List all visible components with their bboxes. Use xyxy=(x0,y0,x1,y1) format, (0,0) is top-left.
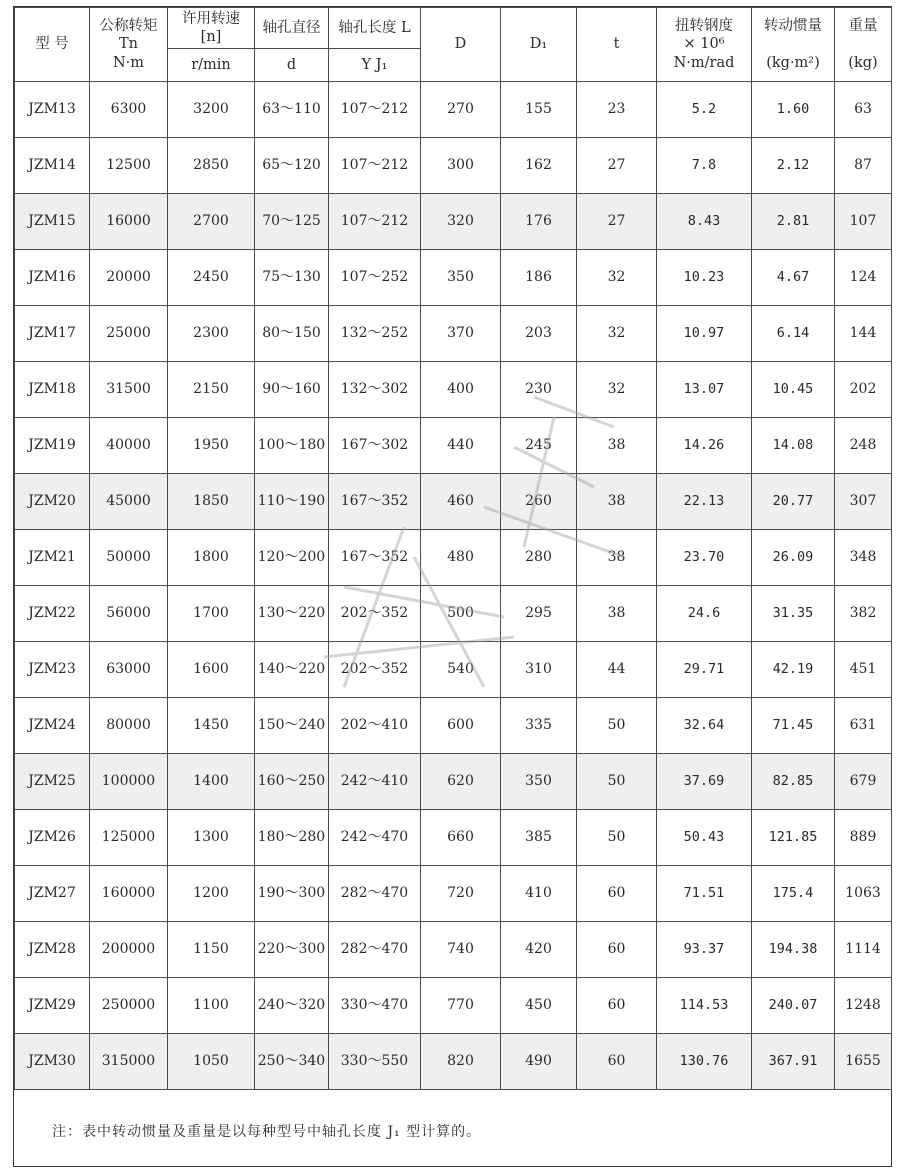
table-row xyxy=(15,978,892,1034)
cell-inertia: 194.38 xyxy=(752,922,835,978)
cell-model: JZM28 xyxy=(15,922,90,978)
cell-weight: 248 xyxy=(835,418,892,474)
cell-bore-d: 220～300 xyxy=(255,922,329,978)
cell-speed: 2850 xyxy=(168,138,255,194)
cell-weight: 307 xyxy=(835,474,892,530)
cell-D1: 385 xyxy=(501,810,577,866)
cell-bore-len: 132～252 xyxy=(329,306,421,362)
cell-torque: 6300 xyxy=(90,82,168,138)
cell-D: 500 xyxy=(421,586,501,642)
cell-bore-len: 167～352 xyxy=(329,530,421,586)
cell-weight: 1063 xyxy=(835,866,892,922)
header-speed-unit: r/min xyxy=(168,49,255,82)
cell-inertia: 82.85 xyxy=(752,754,835,810)
cell-t: 50 xyxy=(577,698,657,754)
header-moment-of-inertia: 转动惯量 (kg·m²) xyxy=(752,8,835,82)
cell-inertia: 175.4 xyxy=(752,866,835,922)
cell-bore-len: 107～212 xyxy=(329,82,421,138)
cell-model: JZM18 xyxy=(15,362,90,418)
cell-torque: 16000 xyxy=(90,194,168,250)
cell-torque: 25000 xyxy=(90,306,168,362)
cell-speed: 1400 xyxy=(168,754,255,810)
cell-t: 50 xyxy=(577,810,657,866)
cell-speed: 1050 xyxy=(168,1034,255,1090)
header-bore-diameter: 轴孔直径 xyxy=(255,8,329,49)
cell-D: 820 xyxy=(421,1034,501,1090)
cell-stiffness: 10.97 xyxy=(657,306,752,362)
cell-inertia: 2.81 xyxy=(752,194,835,250)
cell-t: 38 xyxy=(577,474,657,530)
cell-bore-d: 75～130 xyxy=(255,250,329,306)
cell-D: 740 xyxy=(421,922,501,978)
cell-bore-d: 250～340 xyxy=(255,1034,329,1090)
cell-D1: 260 xyxy=(501,474,577,530)
cell-bore-d: 70～125 xyxy=(255,194,329,250)
cell-torque: 250000 xyxy=(90,978,168,1034)
cell-inertia: 14.08 xyxy=(752,418,835,474)
cell-inertia: 42.19 xyxy=(752,642,835,698)
cell-D1: 155 xyxy=(501,82,577,138)
cell-weight: 679 xyxy=(835,754,892,810)
cell-model: JZM25 xyxy=(15,754,90,810)
table-row xyxy=(15,642,892,698)
cell-model: JZM22 xyxy=(15,586,90,642)
cell-stiffness: 50.43 xyxy=(657,810,752,866)
cell-inertia: 121.85 xyxy=(752,810,835,866)
cell-stiffness: 22.13 xyxy=(657,474,752,530)
cell-torque: 31500 xyxy=(90,362,168,418)
table-row xyxy=(15,250,892,306)
cell-torque: 80000 xyxy=(90,698,168,754)
cell-bore-d: 100～180 xyxy=(255,418,329,474)
cell-stiffness: 37.69 xyxy=(657,754,752,810)
header-bore-diameter-symbol: d xyxy=(255,49,329,82)
cell-bore-d: 190～300 xyxy=(255,866,329,922)
cell-bore-d: 160～250 xyxy=(255,754,329,810)
cell-D: 460 xyxy=(421,474,501,530)
cell-D1: 420 xyxy=(501,922,577,978)
cell-bore-len: 282～470 xyxy=(329,866,421,922)
cell-t: 32 xyxy=(577,362,657,418)
cell-t: 27 xyxy=(577,194,657,250)
cell-bore-d: 90～160 xyxy=(255,362,329,418)
cell-speed: 2300 xyxy=(168,306,255,362)
cell-inertia: 26.09 xyxy=(752,530,835,586)
table-row xyxy=(15,362,892,418)
cell-bore-len: 242～470 xyxy=(329,810,421,866)
cell-speed: 1100 xyxy=(168,978,255,1034)
cell-bore-d: 140～220 xyxy=(255,642,329,698)
cell-t: 32 xyxy=(577,250,657,306)
cell-t: 60 xyxy=(577,866,657,922)
cell-speed: 1700 xyxy=(168,586,255,642)
table-row xyxy=(15,810,892,866)
cell-bore-len: 282～470 xyxy=(329,922,421,978)
cell-torque: 100000 xyxy=(90,754,168,810)
cell-model: JZM19 xyxy=(15,418,90,474)
cell-torque: 125000 xyxy=(90,810,168,866)
cell-bore-d: 180～280 xyxy=(255,810,329,866)
cell-D: 370 xyxy=(421,306,501,362)
cell-D1: 410 xyxy=(501,866,577,922)
table-row xyxy=(15,530,892,586)
table-row xyxy=(15,418,892,474)
cell-speed: 1800 xyxy=(168,530,255,586)
table-row xyxy=(15,922,892,978)
cell-D: 770 xyxy=(421,978,501,1034)
cell-torque: 20000 xyxy=(90,250,168,306)
cell-weight: 1114 xyxy=(835,922,892,978)
cell-speed: 2700 xyxy=(168,194,255,250)
cell-bore-len: 242～410 xyxy=(329,754,421,810)
cell-inertia: 2.12 xyxy=(752,138,835,194)
cell-D: 270 xyxy=(421,82,501,138)
cell-D1: 295 xyxy=(501,586,577,642)
cell-D: 620 xyxy=(421,754,501,810)
cell-bore-len: 107～212 xyxy=(329,194,421,250)
cell-bore-len: 107～252 xyxy=(329,250,421,306)
cell-inertia: 10.45 xyxy=(752,362,835,418)
cell-model: JZM29 xyxy=(15,978,90,1034)
cell-inertia: 1.60 xyxy=(752,82,835,138)
cell-bore-d: 240～320 xyxy=(255,978,329,1034)
cell-inertia: 71.45 xyxy=(752,698,835,754)
cell-stiffness: 24.6 xyxy=(657,586,752,642)
header-t: t xyxy=(577,8,657,82)
table-row xyxy=(15,82,892,138)
cell-bore-len: 330～470 xyxy=(329,978,421,1034)
header-model: 型 号 xyxy=(15,8,90,82)
cell-D1: 350 xyxy=(501,754,577,810)
cell-t: 38 xyxy=(577,418,657,474)
cell-weight: 87 xyxy=(835,138,892,194)
cell-stiffness: 7.8 xyxy=(657,138,752,194)
cell-model: JZM13 xyxy=(15,82,90,138)
cell-stiffness: 93.37 xyxy=(657,922,752,978)
cell-D1: 186 xyxy=(501,250,577,306)
cell-speed: 1200 xyxy=(168,866,255,922)
cell-t: 32 xyxy=(577,306,657,362)
cell-bore-len: 330～550 xyxy=(329,1034,421,1090)
cell-t: 60 xyxy=(577,1034,657,1090)
cell-speed: 3200 xyxy=(168,82,255,138)
cell-weight: 382 xyxy=(835,586,892,642)
cell-bore-len: 202～352 xyxy=(329,586,421,642)
cell-D1: 162 xyxy=(501,138,577,194)
spec-sheet xyxy=(13,6,892,1167)
cell-inertia: 367.91 xyxy=(752,1034,835,1090)
cell-weight: 631 xyxy=(835,698,892,754)
header-bore-length: 轴孔长度 L xyxy=(329,8,421,49)
cell-speed: 2150 xyxy=(168,362,255,418)
cell-weight: 1655 xyxy=(835,1034,892,1090)
cell-speed: 1450 xyxy=(168,698,255,754)
cell-bore-len: 132～302 xyxy=(329,362,421,418)
table-row xyxy=(15,586,892,642)
cell-t: 38 xyxy=(577,530,657,586)
table-row xyxy=(15,306,892,362)
cell-stiffness: 130.76 xyxy=(657,1034,752,1090)
table-row xyxy=(15,474,892,530)
cell-D: 320 xyxy=(421,194,501,250)
cell-D: 720 xyxy=(421,866,501,922)
cell-model: JZM30 xyxy=(15,1034,90,1090)
cell-weight: 202 xyxy=(835,362,892,418)
table-row xyxy=(15,194,892,250)
cell-stiffness: 23.70 xyxy=(657,530,752,586)
cell-D: 540 xyxy=(421,642,501,698)
cell-bore-d: 63～110 xyxy=(255,82,329,138)
cell-speed: 1850 xyxy=(168,474,255,530)
table-body xyxy=(15,82,892,1090)
cell-D: 440 xyxy=(421,418,501,474)
header-weight: 重量 (kg) xyxy=(835,8,892,82)
cell-torque: 40000 xyxy=(90,418,168,474)
cell-D: 350 xyxy=(421,250,501,306)
cell-model: JZM16 xyxy=(15,250,90,306)
header-torque: 公称转矩 Tn N·m xyxy=(90,8,168,82)
cell-bore-len: 202～410 xyxy=(329,698,421,754)
cell-torque: 200000 xyxy=(90,922,168,978)
cell-weight: 889 xyxy=(835,810,892,866)
header-bore-length-types: Y J₁ xyxy=(329,49,421,82)
cell-model: JZM26 xyxy=(15,810,90,866)
cell-D1: 176 xyxy=(501,194,577,250)
cell-stiffness: 8.43 xyxy=(657,194,752,250)
cell-weight: 348 xyxy=(835,530,892,586)
cell-model: JZM21 xyxy=(15,530,90,586)
table-row xyxy=(15,698,892,754)
cell-model: JZM24 xyxy=(15,698,90,754)
cell-speed: 1300 xyxy=(168,810,255,866)
cell-stiffness: 29.71 xyxy=(657,642,752,698)
cell-weight: 63 xyxy=(835,82,892,138)
header-torsional-stiffness: 扭转钢度 × 10⁶ N·m/rad xyxy=(657,8,752,82)
cell-inertia: 31.35 xyxy=(752,586,835,642)
cell-inertia: 6.14 xyxy=(752,306,835,362)
cell-D1: 490 xyxy=(501,1034,577,1090)
cell-speed: 1600 xyxy=(168,642,255,698)
cell-weight: 124 xyxy=(835,250,892,306)
note-text: 注：表中转动惯量及重量是以每种型号中轴孔长度 J₁ 型计算的。 xyxy=(52,1124,482,1140)
table-note xyxy=(14,1097,891,1166)
cell-torque: 63000 xyxy=(90,642,168,698)
cell-weight: 144 xyxy=(835,306,892,362)
cell-bore-len: 202～352 xyxy=(329,642,421,698)
cell-t: 27 xyxy=(577,138,657,194)
cell-t: 38 xyxy=(577,586,657,642)
cell-D1: 335 xyxy=(501,698,577,754)
cell-D1: 280 xyxy=(501,530,577,586)
cell-t: 50 xyxy=(577,754,657,810)
cell-torque: 45000 xyxy=(90,474,168,530)
header-D: D xyxy=(421,8,501,82)
cell-inertia: 240.07 xyxy=(752,978,835,1034)
cell-inertia: 20.77 xyxy=(752,474,835,530)
cell-t: 60 xyxy=(577,978,657,1034)
cell-torque: 160000 xyxy=(90,866,168,922)
cell-stiffness: 71.51 xyxy=(657,866,752,922)
header-D1: D₁ xyxy=(501,8,577,82)
cell-torque: 12500 xyxy=(90,138,168,194)
table-row xyxy=(15,754,892,810)
cell-t: 23 xyxy=(577,82,657,138)
table-row xyxy=(15,138,892,194)
cell-stiffness: 13.07 xyxy=(657,362,752,418)
cell-bore-d: 120～200 xyxy=(255,530,329,586)
coupling-spec-table xyxy=(14,7,892,1090)
cell-bore-len: 167～302 xyxy=(329,418,421,474)
cell-speed: 1950 xyxy=(168,418,255,474)
cell-bore-len: 107～212 xyxy=(329,138,421,194)
cell-D: 400 xyxy=(421,362,501,418)
cell-t: 60 xyxy=(577,922,657,978)
cell-stiffness: 10.23 xyxy=(657,250,752,306)
cell-model: JZM17 xyxy=(15,306,90,362)
cell-bore-d: 80～150 xyxy=(255,306,329,362)
cell-D: 660 xyxy=(421,810,501,866)
cell-D1: 450 xyxy=(501,978,577,1034)
cell-bore-d: 110～190 xyxy=(255,474,329,530)
cell-stiffness: 114.53 xyxy=(657,978,752,1034)
cell-speed: 2450 xyxy=(168,250,255,306)
cell-model: JZM15 xyxy=(15,194,90,250)
cell-bore-d: 65～120 xyxy=(255,138,329,194)
cell-weight: 1248 xyxy=(835,978,892,1034)
cell-model: JZM20 xyxy=(15,474,90,530)
cell-torque: 315000 xyxy=(90,1034,168,1090)
cell-t: 44 xyxy=(577,642,657,698)
cell-stiffness: 5.2 xyxy=(657,82,752,138)
cell-weight: 451 xyxy=(835,642,892,698)
cell-D1: 245 xyxy=(501,418,577,474)
cell-D1: 203 xyxy=(501,306,577,362)
cell-bore-len: 167～352 xyxy=(329,474,421,530)
cell-D: 300 xyxy=(421,138,501,194)
cell-torque: 56000 xyxy=(90,586,168,642)
cell-stiffness: 32.64 xyxy=(657,698,752,754)
cell-stiffness: 14.26 xyxy=(657,418,752,474)
table-row xyxy=(15,1034,892,1090)
cell-torque: 50000 xyxy=(90,530,168,586)
cell-inertia: 4.67 xyxy=(752,250,835,306)
table-row xyxy=(15,866,892,922)
header-speed: 许用转速 [n] xyxy=(168,8,255,49)
cell-speed: 1150 xyxy=(168,922,255,978)
cell-D1: 310 xyxy=(501,642,577,698)
cell-D: 600 xyxy=(421,698,501,754)
cell-model: JZM23 xyxy=(15,642,90,698)
cell-D: 480 xyxy=(421,530,501,586)
cell-weight: 107 xyxy=(835,194,892,250)
cell-model: JZM14 xyxy=(15,138,90,194)
cell-model: JZM27 xyxy=(15,866,90,922)
cell-bore-d: 150～240 xyxy=(255,698,329,754)
cell-bore-d: 130～220 xyxy=(255,586,329,642)
cell-D1: 230 xyxy=(501,362,577,418)
